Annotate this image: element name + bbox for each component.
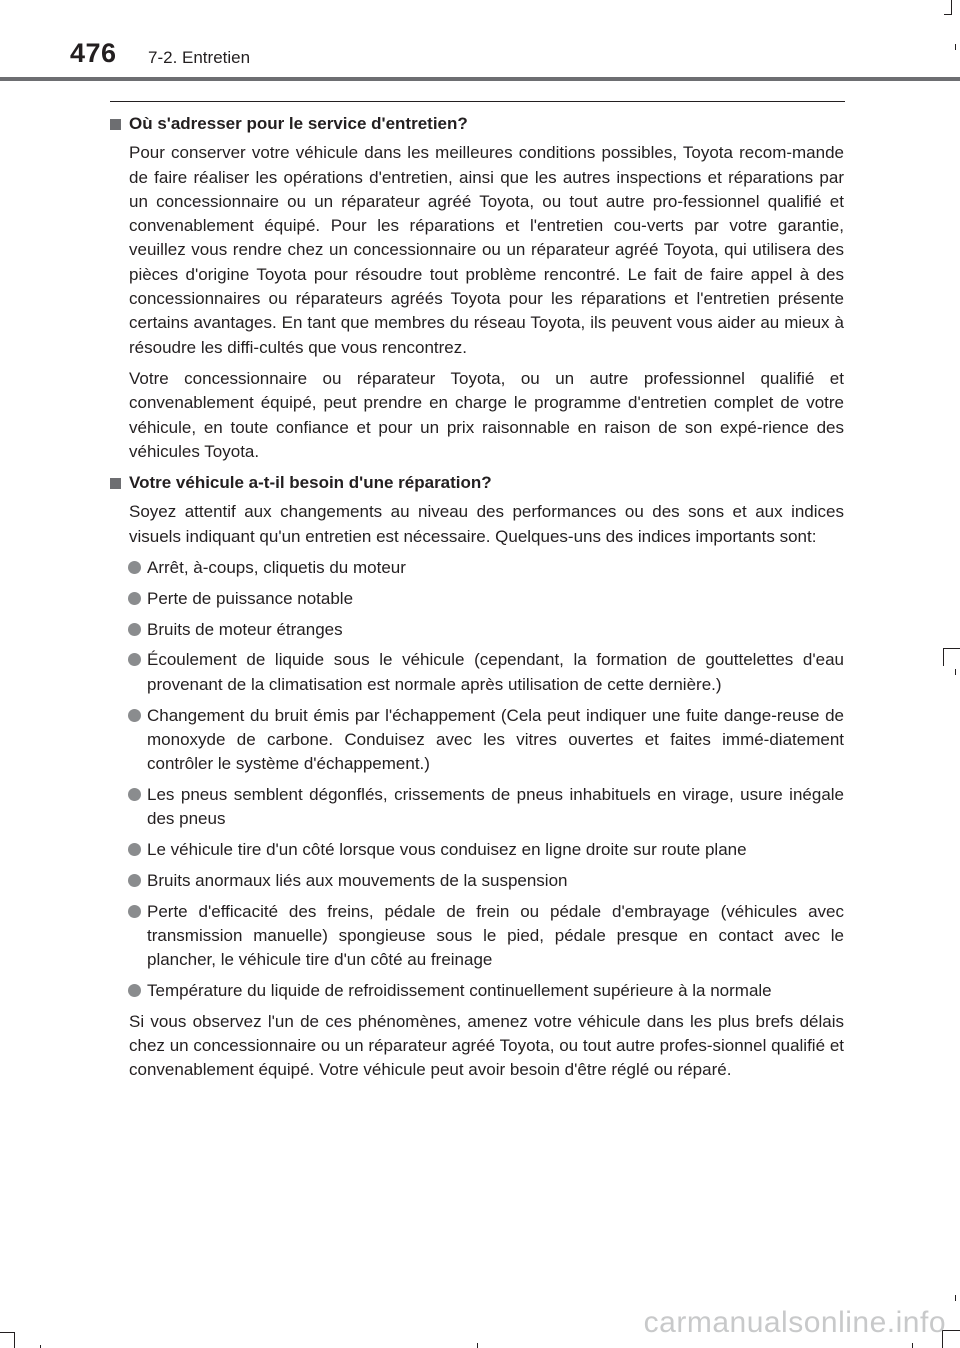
list-item <box>110 783 844 832</box>
watermark: carmanualsonline.info <box>643 1306 946 1339</box>
list-item-text: Changement du bruit émis par l'échappement (Cela peut indiquer une fuite dange-reuse de monoxyde de carbone. Conduisez avec les vitres ouvertes et faites immé-diatement contrôler le système d'échappement.) <box>147 705 844 774</box>
bullet-dot-icon <box>128 653 141 666</box>
crop-mark <box>951 0 952 14</box>
list-item-text: Perte de puissance notable <box>147 588 354 608</box>
paragraph: Votre concessionnaire ou réparateur Toyota, ou un autre professionnel qualifié et convenablement équipé, peut prendre en charge le programme d'entretien complet de votre véhicule, en toute confiance et pour un prix raisonnable en raison de son expé-rience des véhicules Toyota. <box>129 368 844 461</box>
list-item-text: Température du liquide de refroidissement continuellement supérieure à la normale <box>147 981 772 1000</box>
bullet-dot-icon <box>128 905 141 918</box>
crop-mark <box>944 14 952 15</box>
section-heading-service <box>110 112 844 136</box>
crop-mark <box>955 669 956 675</box>
crop-mark <box>955 44 956 50</box>
crop-mark <box>14 1332 15 1348</box>
crop-mark <box>0 1332 14 1333</box>
list-item-text: Bruits anormaux liés aux mouvements de la suspension <box>147 870 568 890</box>
bullet-dot-icon <box>128 592 141 605</box>
closing-paragraph: Si vous observez l'un de ces phénomènes, amenez votre véhicule dans les plus brefs délais chez un concessionnaire ou un réparateur agréé Toyota, ou tout autre profes-sionnel qualifié et convenablement équipé. Votre véhicule peut avoir besoin d'être réglé ou réparé. <box>129 1011 844 1080</box>
bullet-dot-icon <box>128 561 141 574</box>
list-item <box>110 556 844 580</box>
list-item-text: Perte d'efficacité des freins, pédale de frein ou pédale d'embrayage (véhicules avec transmission manuelle) spongieuse sous le pied, pédale presque en contact avec le plancher, le véhicule tire d'un côté au freinage <box>147 901 844 970</box>
crop-mark <box>477 1343 478 1348</box>
section-heading-repair <box>110 471 844 495</box>
crop-mark <box>912 1343 913 1348</box>
list-item-text: Le véhicule tire d'un côté lorsque vous conduisez en ligne droite sur route plane <box>147 840 747 860</box>
page-content <box>110 112 844 1090</box>
list-item-text: Bruits de moteur étranges <box>147 619 343 639</box>
paragraph: Pour conserver votre véhicule dans les meilleures conditions possibles, Toyota recom-mande de faire réaliser les opérations d'entretien, ainsi que les autres inspections et réparations par un concessionnaire ou un réparateur agréé Toyota, ou tout autre pro-fessionnel qualifié et convenablement équipé. Pour les réparations et l'entretien cou-verts par votre garantie, veuillez vous rendre chez un concessionnaire ou un réparateur agréé Toyota, qui utilisera des pièces d'origine Toyota pour résoudre tout problème rencontré. Le fait de faire appel à des concessionnaires ou réparateurs agréés Toyota pour les réparations et l'entretien présente certains avantages. En tant que membres du réseau Toyota, ils peuvent vous aider au mieux à résoudre les diffi-cultés que vous rencontrez. <box>129 143 844 357</box>
bullet-dot-icon <box>128 709 141 722</box>
square-bullet-icon <box>110 478 121 489</box>
crop-mark <box>943 648 944 666</box>
list-item <box>110 704 844 777</box>
list-item <box>110 648 844 697</box>
header-rule <box>0 77 960 81</box>
list-item-text: Écoulement de liquide sous le véhicule (cependant, la formation de gouttelettes d'eau provenant de la climatisation est normale après utilisation de cette dernière.) <box>147 650 844 694</box>
list-item <box>110 979 844 1003</box>
heading-text: Où s'adresser pour le service d'entretien? <box>129 114 468 133</box>
list-item <box>110 869 844 893</box>
bullet-dot-icon <box>128 984 141 997</box>
list-item <box>110 900 844 973</box>
heading-text: Votre véhicule a-t-il besoin d'une réparation? <box>129 473 492 493</box>
paragraph: Soyez attentif aux changements au niveau des performances ou des sons et aux indices visuels indiquant qu'un entretien est nécessaire. Quelques-uns des indices importants sont: <box>129 502 844 546</box>
section-title: 7-2. Entretien <box>148 48 251 67</box>
symptom-list <box>110 556 844 1003</box>
bullet-dot-icon <box>128 788 141 801</box>
list-item-text: Arrêt, à-coups, cliquetis du moteur <box>147 558 406 578</box>
square-bullet-icon <box>110 119 121 130</box>
list-item <box>110 838 844 862</box>
page-number: 476 <box>70 38 117 68</box>
bullet-dot-icon <box>128 623 141 636</box>
list-item <box>110 618 844 642</box>
bullet-dot-icon <box>128 843 141 856</box>
bullet-dot-icon <box>128 874 141 887</box>
crop-mark <box>943 648 960 649</box>
topic-rule <box>110 101 845 102</box>
crop-mark <box>955 1295 956 1301</box>
list-item-text: Les pneus semblent dégonflés, crissements de pneus inhabituels en virage, usure inégale des pneus <box>147 784 844 829</box>
list-item <box>110 587 844 611</box>
